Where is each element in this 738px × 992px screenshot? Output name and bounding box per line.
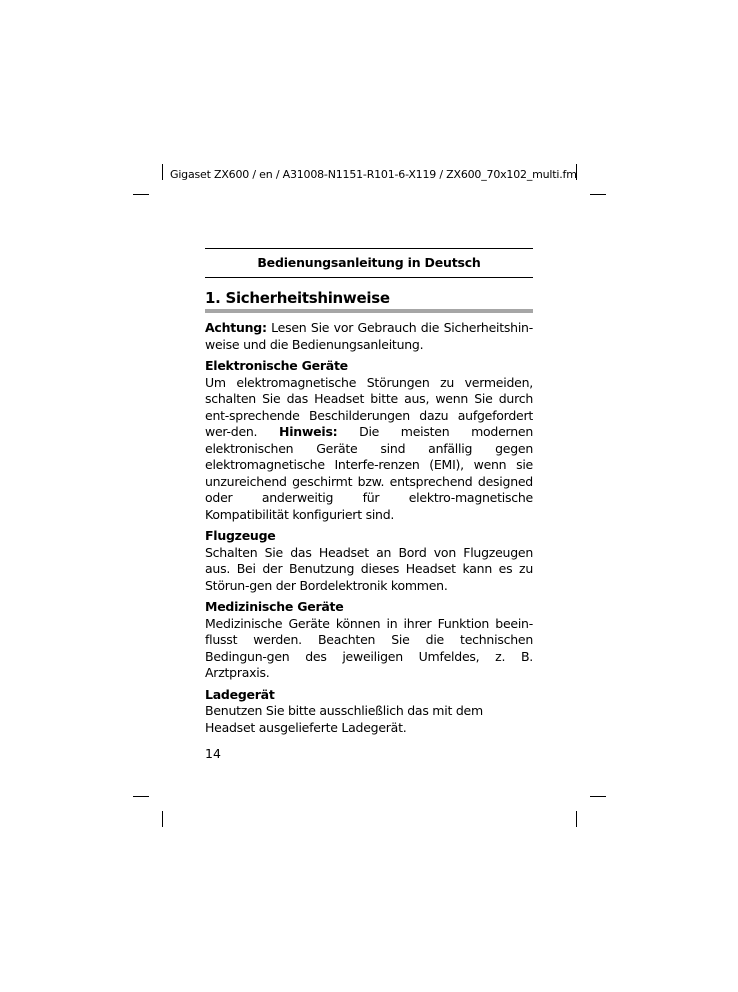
crop-mark-top-left-vertical [162,164,163,180]
charger-title: Ladegerät [205,686,275,702]
note-text: Die meisten modernen elektronischen Geräte sind anfällig gegen elektromagnetische Interfe-renzen (EMI), wenn sie unzureichend geschirmt bzw. entsprechend designed oder anderweitig für elektro-magnetische Kompatibilität konfiguriert sind. [205,424,533,522]
crop-mark-top-right-horizontal [590,194,606,195]
note-label: Hinweis: [278,424,338,439]
electronics-title: Elektronische Geräte [205,358,348,373]
medical-paragraph: Medizinische Geräte können in ihrer Funktion beein-flusst werden. Beachten Sie die technischen Bedingun-gen des jeweiligen Umfeldes, z. B. Arztpraxis. [205,615,533,680]
page-content [205,248,533,736]
charger-paragraph: Benutzen Sie bitte ausschließlich das mit dem Headset ausgelieferte Ladegerät. [205,703,483,735]
warning-label: Achtung: [205,320,267,335]
section-heading: 1. Sicherheitshinweise [205,289,390,307]
crop-mark-bottom-right-vertical [576,811,577,827]
crop-mark-bottom-left-vertical [162,811,163,827]
page-number: 14 [205,746,221,761]
title-bottom-rule [205,277,533,278]
section-heading-bar [205,309,533,313]
crop-mark-bottom-left-horizontal [133,796,149,797]
medical-title: Medizinische Geräte [205,599,344,614]
crop-mark-top-left-horizontal [133,194,149,195]
electronics-text: Um elektromagnetische Störungen zu vermeiden, schalten Sie das Headset bitte aus, wenn Sie durch ent-sprechende Beschilderungen dazu aufgefordert wer-den. [205,374,533,439]
manual-title: Bedienungsanleitung in Deutsch [257,255,481,270]
crop-mark-bottom-right-horizontal [590,796,606,797]
warning-paragraph [205,320,533,353]
electronics-paragraph [205,375,533,524]
aircraft-paragraph: Schalten Sie das Headset an Bord von Flugzeugen aus. Bei der Benutzung dieses Headset kann es zu Störun-gen der Bordelektronik kommen. [205,544,533,593]
aircraft-title: Flugzeuge [205,528,276,543]
warning-text: Lesen Sie vor Gebrauch die Sicherheitshin-weise und die Bedienungsanleitung. [205,320,533,352]
file-info-header: Gigaset ZX600 / en / A31008-N1151-R101-6-X119 / ZX600_70x102_multi.fm [170,168,577,181]
